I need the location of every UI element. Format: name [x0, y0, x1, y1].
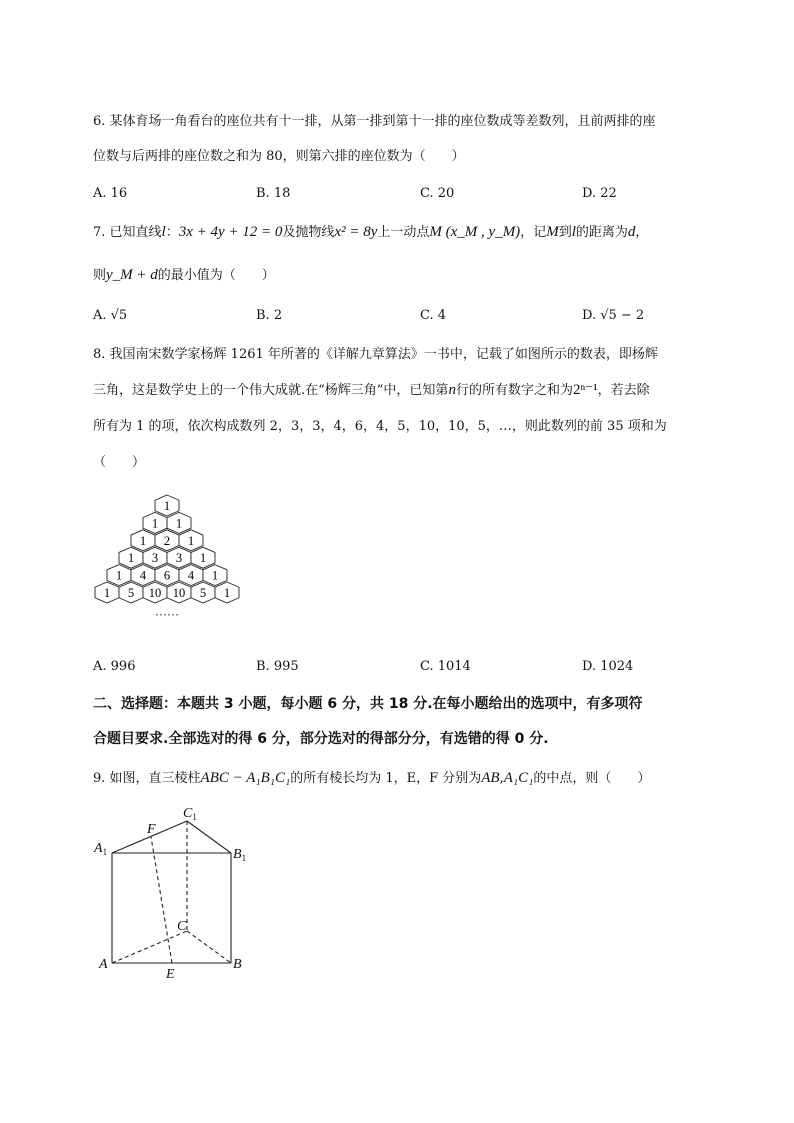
q7-mid5: 的距离为: [575, 225, 628, 240]
label-c1: $C_1$: [183, 806, 197, 822]
q7-parabola: x² = 8y: [334, 224, 378, 240]
triangle-cell-value: 1: [151, 516, 159, 531]
q7-line-equation: 3x + 4y + 12 = 0: [178, 224, 283, 240]
q8-n: n: [448, 382, 456, 398]
label-e: E: [166, 967, 175, 982]
label-a1: $A_1$: [94, 841, 108, 857]
q7-end: ，: [635, 225, 649, 240]
triangle-cell-value: 1: [115, 568, 123, 583]
q7-line-l: l: [161, 224, 166, 240]
q6-option-b: B. 18: [256, 186, 291, 201]
label-b: B: [233, 957, 242, 972]
q7-option-c: C. 4: [420, 308, 447, 323]
q7-mid4: 到: [558, 225, 572, 240]
q8-option-a: A. 996: [93, 659, 136, 674]
q7-m: M: [546, 224, 559, 240]
triangle-cell-value: 1: [127, 551, 135, 566]
q9-comma: ,: [499, 771, 504, 786]
triangle-cell-value: 1: [139, 533, 147, 548]
q7-option-d: D. √5 − 2: [582, 308, 645, 323]
yanghui-triangle-figure: [92, 490, 252, 640]
segment-e-f-hidden: [151, 837, 172, 963]
q7-d: d: [627, 224, 636, 240]
label-c: C: [177, 919, 187, 934]
triangle-cell-value: 1: [163, 499, 171, 513]
edge-c1-b1: [187, 821, 231, 853]
triangle-cell-value: 1: [175, 516, 183, 531]
triangle-cell-value: 3: [175, 551, 183, 566]
q8-stem-line2: [93, 380, 650, 401]
q7-l2: l: [571, 224, 576, 240]
q9-seg-a1c1: A₁C₁: [503, 770, 534, 786]
edge-a-c-hidden: [112, 931, 187, 963]
triangle-cell-value: 5: [199, 586, 207, 600]
q9-stem: [93, 768, 650, 789]
q7-prefix: 7. 已知直线: [93, 225, 162, 240]
triangle-cell-value: 2: [163, 533, 171, 548]
q9-end: 的中点，则（ ）: [533, 771, 651, 786]
q7-stem-line1: [93, 222, 648, 243]
triangle-cell-value: 10: [148, 586, 162, 600]
q8-option-b: B. 995: [256, 659, 299, 674]
triangle-cell-value: 6: [163, 568, 171, 583]
q9-prism: ABC − A₁B₁C₁: [200, 770, 291, 786]
q9-seg-ab: AB: [481, 770, 500, 786]
q8-stem-line4: （ ）: [93, 455, 146, 470]
triangle-cell-value: 4: [187, 568, 195, 583]
triangle-cell-value: 1: [211, 568, 219, 583]
triangle-cell-value: 1: [199, 551, 207, 566]
q6-option-d: D. 22: [582, 186, 617, 201]
triangle-cell-value: 3: [151, 551, 159, 566]
section-2-heading-line1: 二、选择题：本题共 3 小题，每小题 6 分，共 18 分.在每小题给出的选项中，有多项符: [93, 696, 643, 712]
q8-power: 2ⁿ⁻¹: [572, 382, 598, 398]
section-2-heading-line2: 合题目要求.全部选对的得 6 分，部分选对的得部分分，有选错的得 0 分.: [93, 731, 549, 747]
q6-option-c: C. 20: [420, 186, 455, 201]
triangle-continuation-dots: ……: [155, 604, 179, 619]
q7-line2a: 则: [93, 268, 107, 283]
q7-option-a: A. √5: [93, 308, 128, 323]
q6-option-a: A. 16: [93, 186, 128, 201]
q7-line2b: 的最小值为（ ）: [157, 268, 275, 283]
triangle-cell-value: 1: [223, 586, 231, 600]
triangle-cell-value: 1: [103, 586, 111, 600]
q7-point-m: M (x_M , y_M): [429, 224, 521, 240]
q7-mid3: ，记: [520, 225, 547, 240]
edge-c-b-hidden: [187, 931, 231, 963]
q7-option-b: B. 2: [256, 308, 283, 323]
triangle-cell-value: 1: [187, 533, 195, 548]
triangle-cell-value: 5: [127, 586, 135, 600]
q9-prefix: 9. 如图，直三棱柱: [93, 771, 201, 786]
label-b1: $B_1$: [233, 847, 247, 863]
q8-stem-line1: 8. 我国南宋数学家杨辉 1261 年所著的《详解九章算法》一书中，记载了如图所示的数表，即杨辉: [93, 347, 658, 362]
label-a: A: [99, 957, 108, 972]
q7-mid2: 上一动点: [377, 225, 430, 240]
q7-stem-line2: [93, 265, 275, 286]
q9-mid1: 的所有棱长均为 1，E，F 分别为: [290, 771, 482, 786]
q8-option-d: D. 1024: [582, 659, 634, 674]
q7-colon: ：: [165, 225, 179, 240]
q8-stem-line3: 所有为 1 的项，依次构成数列 2，3，3，4，6，4，5，10，10，5，…，则此数列的前 35 项和为: [93, 419, 667, 434]
q8-option-c: C. 1014: [420, 659, 471, 674]
triangle-cell-value: 10: [172, 586, 186, 600]
q7-expr: y_M + d: [106, 267, 158, 283]
q7-mid1: 及抛物线: [282, 225, 335, 240]
q6-stem-line1: 6. 某体育场一角看台的座位共有十一排，从第一排到第十一排的座位数成等差数列，且前两排的座: [93, 114, 656, 129]
q8-line2a: 三角，这是数学史上的一个伟大成就.在“杨辉三角”中，已知第: [93, 383, 449, 398]
q6-stem-line2: 位数与后两排的座位数之和为 80，则第六排的座位数为（ ）: [93, 149, 465, 164]
prism-figure: [90, 800, 270, 985]
triangle-cell-value: 4: [139, 568, 147, 583]
q8-line2b: 行的所有数字之和为: [455, 383, 573, 398]
label-f: F: [147, 822, 156, 837]
q8-line2c: ，若去除: [597, 383, 650, 398]
